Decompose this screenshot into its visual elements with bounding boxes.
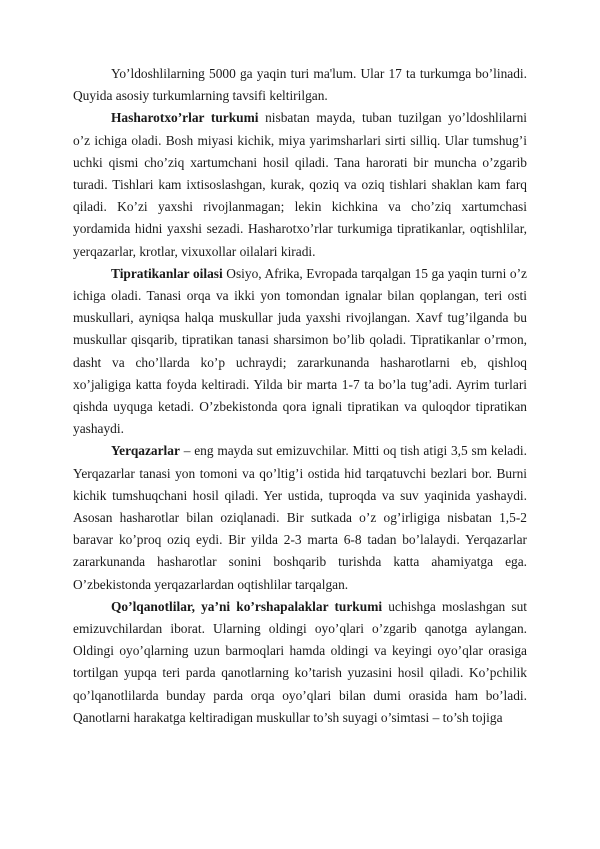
paragraph-qolqanotlilar bbox=[73, 596, 527, 729]
paragraph-text: – eng mayda sut emizuvchilar. Mitti oq tish atigi 3,5 sm keladi. Yerqazarlar tanasi yon tomoni va qo’ltig’i ostida hid tarqatuvchi bezlari bor. Burni kichik tumshuqchani hosil qiladi. Yer ustida, tuproqda va suv yaqinida yashaydi. Asosan hasharotlar bilan oziqlanadi. Bir sutkada o’z og’irligiga nisbatan 1,5-2 baravar ko’proq oziq eydi. Bir yilda 2-3 marta 6-8 tadan bo’lalaydi. Yerqazarlar zararkunanda hasharotlar sonini boshqarib turishda katta ahamiyatga ega. O’zbekistonda yerqazarlardan oqtishlilar tarqalgan. bbox=[73, 443, 527, 592]
paragraph-hasharotxorlar bbox=[73, 107, 527, 262]
paragraph-text: uchishga moslashgan sut emizuvchilardan iborat. Ularning oldingi oyo’qlari o’zgarib qanotga aylangan. Oldingi oyo’qlarning uzun barmoqlari hamda oldingi va keyingi oyo’qlar orasiga tortilgan yupqa teri parda qanotlarning ko’tarish yuzasini hosil qiladi. Ko’pchilik qo’lqanotlilarda bunday parda orqa oyo’qlari bilan dumi orasida ham bo’ladi. Qanotlarni harakatga keltiradigan muskullar to’sh suyagi o’simtasi – to’sh tojiga bbox=[73, 598, 527, 725]
paragraph-intro bbox=[73, 63, 527, 107]
paragraph-lead: Hasharotxo’rlar turkumi bbox=[111, 110, 259, 126]
paragraph-text: nisbatan mayda, tuban tuzilgan yo’ldoshlilarni o’z ichiga oladi. Bosh miyasi kichik, miya yarimsharlari sirti silliq. Ular tumshug’i uchki qismi cho’ziq xartumchani hosil qiladi. Tana harorati bir muncha o’zgarib turadi. Tishlari kam ixtisoslashgan, kurak, qoziq va oziq tishlari shaklan kam farq qiladi. Ko’zi yaxshi rivojlanmagan; lekin kichkina va cho’ziq xartumchasi yordamida hidni yaxshi sezadi. Hasharotxo’rlar turkumiga tipratikanlar, oqtishlilar, yerqazarlar, krotlar, vixuxollar oilalari kiradi. bbox=[73, 110, 527, 259]
paragraph-tipratikanlar bbox=[73, 263, 527, 441]
paragraph-text: Osiyo, Afrika, Evropada tarqalgan 15 ga yaqin turni o’z ichiga oladi. Tanasi orqa va ikki yon tomondan ignalar bilan qoplangan, teri osti muskullari, ayniqsa halqa muskullar juda yaxshi rivojlangan. Xavf tug’ilganda bu muskullar qisqarib, tipratikan tanasi sharsimon bo’lib qoladi. Tipratikanlar o’rmon, dasht va cho’llarda ko’p uchraydi; zararkunanda hasharotlarni eb, qishloq xo’jaligiga katta foyda keltiradi. Yilda bir marta 1-7 ta bo’la tug’adi. Ayrim turlari qishda uyquga ketadi. O’zbekistonda qora ignali tipratikan va quloqdor tipratikan yashaydi. bbox=[73, 265, 527, 437]
paragraph-lead: Tipratikanlar oilasi bbox=[111, 265, 223, 281]
paragraph-yerqazarlar bbox=[73, 440, 527, 595]
paragraph-lead: Yerqazarlar bbox=[111, 443, 180, 459]
paragraph-lead: Qo’lqanotlilar, ya’ni ko’rshapalaklar turkumi bbox=[111, 598, 383, 614]
paragraph-text: Yo’ldoshlilarning 5000 ga yaqin turi ma'lum. Ular 17 ta turkumga bo’linadi. Quyida asosiy turkumlarning tavsifi keltirilgan. bbox=[73, 66, 527, 104]
document-page bbox=[73, 63, 527, 729]
